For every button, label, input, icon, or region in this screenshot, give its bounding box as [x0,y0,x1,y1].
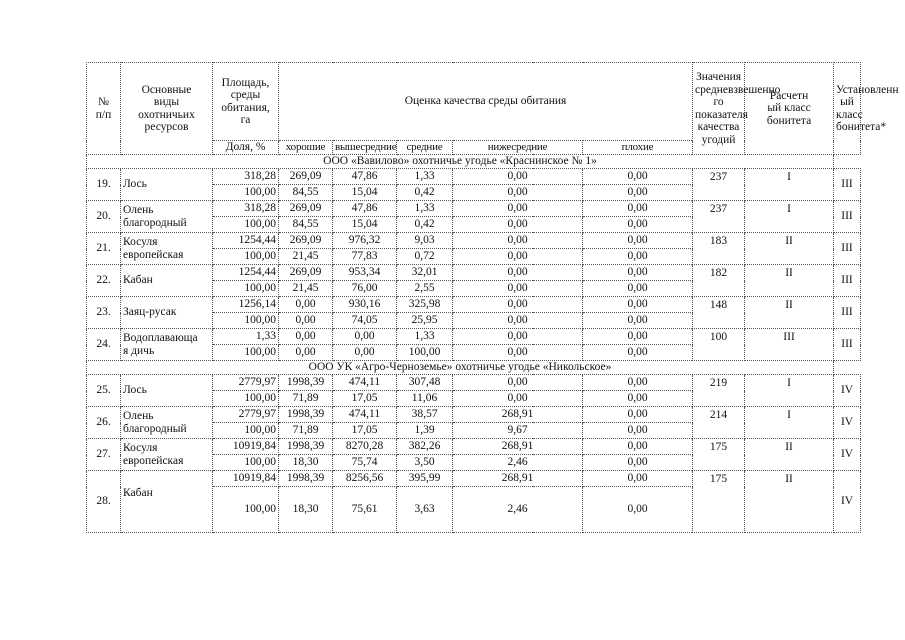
share-value-cell: 100,00 [213,455,279,471]
header-sub-mid: средние [397,141,453,155]
area-value-cell: 474,11 [333,375,397,391]
row-number: 24. [87,329,121,361]
share-value-cell: 15,04 [333,217,397,233]
area-value-cell: 953,34 [333,265,397,281]
calc-class: I [745,375,834,407]
share-value-cell: 2,55 [397,281,453,297]
area-value-cell: 318,28 [213,169,279,185]
area-value-cell: 269,09 [279,201,333,217]
share-value-cell: 0,00 [279,313,333,329]
area-value-cell: 0,00 [453,169,583,185]
share-value-cell: 0,00 [583,185,693,201]
area-value-cell: 0,00 [583,375,693,391]
row-number: 26. [87,407,121,439]
area-value-cell: 1256,14 [213,297,279,313]
area-value-cell: 1998,39 [279,439,333,455]
share-value-cell: 0,00 [453,217,583,233]
avg-index: 219 [693,375,745,407]
calc-class: II [745,297,834,329]
area-value-cell: 268,91 [453,439,583,455]
table-row [87,169,861,185]
species-name: Косуля европейская [121,233,213,265]
set-class: III [834,329,861,361]
area-value-cell: 269,09 [279,265,333,281]
area-value-cell: 0,00 [453,265,583,281]
share-value-cell: 100,00 [213,345,279,361]
row-number: 20. [87,201,121,233]
species-name: Лось [121,375,213,407]
share-value-cell: 0,00 [453,313,583,329]
species-name: Олень благородный [121,407,213,439]
area-value-cell: 976,32 [333,233,397,249]
share-value-cell: 3,50 [397,455,453,471]
share-value-cell: 84,55 [279,217,333,233]
section-title: ООО «Вавилово» охотничье угодье «Краснинское № 1» [87,155,834,169]
set-class: III [834,169,861,201]
header-row [87,63,861,141]
row-number: 23. [87,297,121,329]
area-value-cell: 2779,97 [213,375,279,391]
area-value-cell: 930,16 [333,297,397,313]
area-value-cell: 1998,39 [279,375,333,391]
share-value-cell: 75,74 [333,455,397,471]
avg-index: 100 [693,329,745,361]
set-class: IV [834,407,861,439]
row-number: 25. [87,375,121,407]
area-value-cell: 0,00 [583,233,693,249]
share-value-cell: 100,00 [213,487,279,533]
area-value-cell: 0,00 [279,329,333,345]
row-number: 27. [87,439,121,471]
area-value-cell: 8256,56 [333,471,397,487]
share-value-cell: 0,00 [583,249,693,265]
area-value-cell: 1254,44 [213,233,279,249]
set-class: III [834,233,861,265]
area-value-cell: 307,48 [397,375,453,391]
table-row [87,265,861,281]
header-quality: Оценка качества среды обитания [279,63,693,141]
table-row [87,233,861,249]
section-title-row [87,155,861,169]
share-value-cell: 74,05 [333,313,397,329]
area-value-cell: 0,00 [453,201,583,217]
share-value-cell: 17,05 [333,391,397,407]
set-class: IV [834,439,861,471]
share-value-cell: 100,00 [213,217,279,233]
area-value-cell: 0,00 [583,169,693,185]
header-sub-above: вышесредние [333,141,397,155]
calc-class: I [745,201,834,233]
share-value-cell: 100,00 [213,423,279,439]
area-value-cell: 1998,39 [279,471,333,487]
area-value-cell: 1,33 [213,329,279,345]
share-value-cell: 100,00 [213,391,279,407]
share-value-cell: 15,04 [333,185,397,201]
area-value-cell: 47,86 [333,169,397,185]
area-value-cell: 0,00 [453,375,583,391]
share-value-cell: 3,63 [397,487,453,533]
share-value-cell: 0,00 [453,345,583,361]
area-value-cell: 395,99 [397,471,453,487]
area-value-cell: 0,00 [583,265,693,281]
table-row [87,201,861,217]
area-value-cell: 0,00 [583,201,693,217]
area-value-cell: 38,57 [397,407,453,423]
area-value-cell: 382,26 [397,439,453,455]
table-row [87,439,861,455]
species-name: Заяц-русак [121,297,213,329]
area-value-cell: 10919,84 [213,471,279,487]
share-value-cell: 0,00 [279,345,333,361]
share-value-cell: 18,30 [279,487,333,533]
share-value-cell: 0,00 [583,217,693,233]
share-value-cell: 0,00 [453,185,583,201]
species-name: Водоплавающа я дичь [121,329,213,361]
species-name: Кабан [121,265,213,297]
share-value-cell: 100,00 [213,281,279,297]
avg-index: 237 [693,201,745,233]
share-value-cell: 21,45 [279,281,333,297]
area-value-cell: 1998,39 [279,407,333,423]
header-avg: Значения средневзвешенно го показателя качества угодий [693,63,745,155]
calc-class: I [745,407,834,439]
species-name: Лось [121,169,213,201]
calc-class: II [745,471,834,533]
section-title: ООО УК «Агро-Черноземье» охотничье угодье «Никольское» [87,361,834,375]
area-value-cell: 1,33 [397,329,453,345]
share-value-cell: 0,00 [583,487,693,533]
share-value-cell: 18,30 [279,455,333,471]
table-row [87,297,861,313]
share-value-cell: 0,00 [333,345,397,361]
header-area: Площадь, среды обитания, га [213,63,279,141]
area-value-cell: 1,33 [397,169,453,185]
area-value-cell: 0,00 [583,439,693,455]
share-value-cell: 17,05 [333,423,397,439]
share-value-cell: 0,00 [453,281,583,297]
set-class: IV [834,375,861,407]
share-value-cell: 0,00 [583,391,693,407]
share-value-cell: 76,00 [333,281,397,297]
row-number: 19. [87,169,121,201]
share-value-cell: 25,95 [397,313,453,329]
area-value-cell: 268,91 [453,407,583,423]
share-value-cell: 100,00 [213,249,279,265]
share-value-cell: 21,45 [279,249,333,265]
share-value-cell: 100,00 [397,345,453,361]
share-value-cell: 71,89 [279,423,333,439]
area-value-cell: 1254,44 [213,265,279,281]
row-number: 28. [87,471,121,533]
area-value-cell: 0,00 [279,297,333,313]
area-value-cell: 10919,84 [213,439,279,455]
set-class: III [834,297,861,329]
share-value-cell: 71,89 [279,391,333,407]
area-value-cell: 0,00 [333,329,397,345]
share-value-cell: 75,61 [333,487,397,533]
avg-index: 214 [693,407,745,439]
area-value-cell: 0,00 [583,329,693,345]
avg-index: 175 [693,471,745,533]
species-name: Олень благородный [121,201,213,233]
area-value-cell: 474,11 [333,407,397,423]
area-value-cell: 0,00 [583,407,693,423]
area-value-cell: 0,00 [583,297,693,313]
header-share: Доля, % [213,141,279,155]
header-sub-bad: плохие [583,141,693,155]
header-species: Основные виды охотничьих ресурсов [121,63,213,155]
area-value-cell: 0,00 [453,233,583,249]
area-value-cell: 9,03 [397,233,453,249]
share-value-cell: 0,72 [397,249,453,265]
table-row [87,407,861,423]
row-number: 21. [87,233,121,265]
calc-class: III [745,329,834,361]
set-class: IV [834,471,861,533]
area-value-cell: 269,09 [279,233,333,249]
area-value-cell: 32,01 [397,265,453,281]
avg-index: 148 [693,297,745,329]
avg-index: 175 [693,439,745,471]
calc-class: II [745,439,834,471]
table-row [87,375,861,391]
share-value-cell: 100,00 [213,185,279,201]
area-value-cell: 0,00 [453,297,583,313]
share-value-cell: 1,39 [397,423,453,439]
calc-class: I [745,169,834,201]
area-value-cell: 1,33 [397,201,453,217]
area-value-cell: 268,91 [453,471,583,487]
species-name: Косуля европейская [121,439,213,471]
area-value-cell: 8270,28 [333,439,397,455]
header-calc: Расчетн ый класс бонитета [745,63,834,155]
area-value-cell: 0,00 [583,471,693,487]
area-value-cell: 47,86 [333,201,397,217]
area-value-cell: 0,00 [453,329,583,345]
table-body [87,63,899,533]
calc-class: II [745,265,834,297]
table-row [87,329,861,345]
share-value-cell: 0,42 [397,185,453,201]
calc-class: II [745,233,834,265]
share-value-cell: 11,06 [397,391,453,407]
share-value-cell: 9,67 [453,423,583,439]
avg-index: 237 [693,169,745,201]
header-sub-good: хорошие [279,141,333,155]
area-value-cell: 2779,97 [213,407,279,423]
header-num: № п/п [87,63,121,155]
share-value-cell: 2,46 [453,455,583,471]
share-value-cell: 0,00 [583,423,693,439]
avg-index: 182 [693,265,745,297]
share-value-cell: 77,83 [333,249,397,265]
share-value-cell: 2,46 [453,487,583,533]
section-title-row [87,361,861,375]
share-value-cell: 0,00 [583,313,693,329]
table-row [87,471,861,487]
share-value-cell: 0,42 [397,217,453,233]
share-value-cell: 0,00 [583,455,693,471]
area-value-cell: 318,28 [213,201,279,217]
set-class: III [834,201,861,233]
share-value-cell: 0,00 [583,345,693,361]
share-value-cell: 0,00 [453,249,583,265]
area-value-cell: 325,98 [397,297,453,313]
share-value-cell: 100,00 [213,313,279,329]
share-value-cell: 0,00 [583,281,693,297]
share-value-cell: 84,55 [279,185,333,201]
avg-index: 183 [693,233,745,265]
set-class: III [834,265,861,297]
row-number: 22. [87,265,121,297]
share-value-cell: 0,00 [453,391,583,407]
species-name: Кабан [121,471,213,533]
header-sub-below: нижесредние [453,141,583,155]
area-value-cell: 269,09 [279,169,333,185]
header-set: Установленн ый класс бонитета* [834,63,861,155]
habitat-quality-table [86,62,899,533]
